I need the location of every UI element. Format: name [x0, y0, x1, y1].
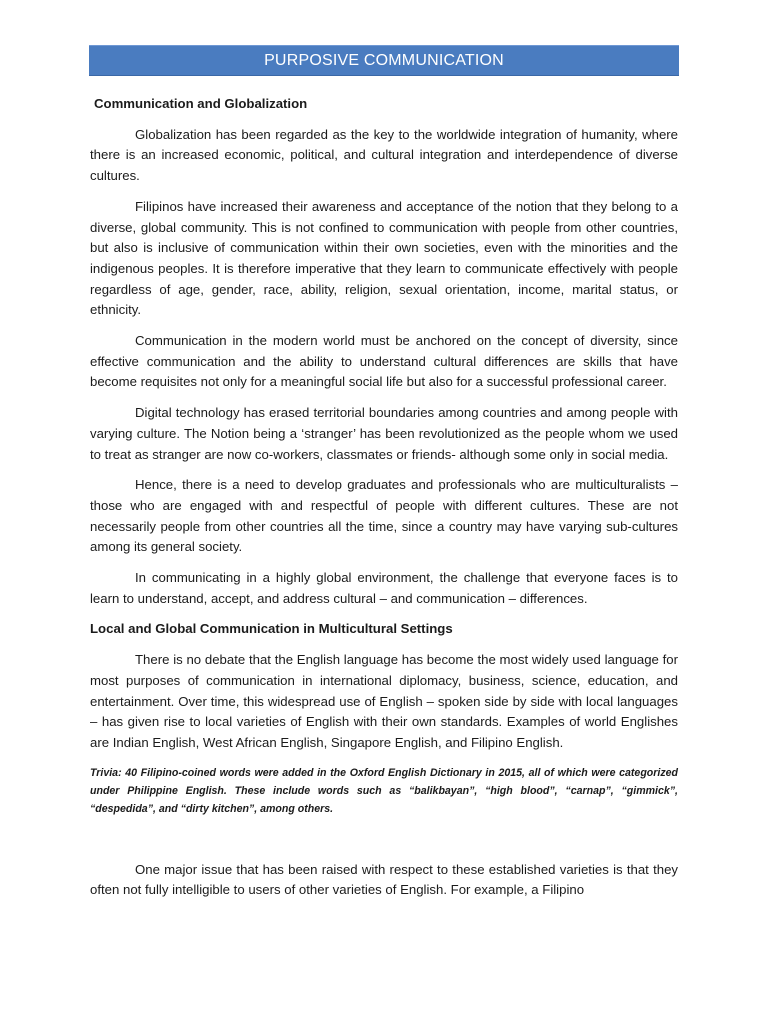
paragraph: Digital technology has erased territorial boundaries among countries and among people with varying culture. The Notion being a ‘stranger’ has been revolutionized as the people whom we used to treat as stranger are now co-workers, classmates or friends- although some only in social media.: [90, 405, 678, 462]
paragraph: Filipinos have increased their awareness and acceptance of the notion that they belong to a diverse, global community. This is not confined to communication with people from other countries, but also is inclusive of communication within their own societies, even with the minorities and the indigenous peoples. It is therefore imperative that they learn to communicate effectively with people regardless of age, gender, race, ability, religion, sexual orientation, income, marital status, or ethnicity.: [90, 198, 678, 318]
title-banner: PURPOSIVE COMMUNICATION: [89, 45, 679, 76]
paragraph: Hence, there is a need to develop graduates and professionals who are multiculturalists – those who are engaged with and respectful of people with different cultures. These are not necessarily people from other countries all the time, since a country may have varying sub-cultures among its general society.: [90, 477, 678, 555]
paragraph: Communication in the modern world must be anchored on the concept of diversity, since effective communication and the ability to understand cultural differences are skills that have become requisites not only for a meaningful social life but also for a successful professional career.: [90, 333, 678, 390]
document-body: [90, 94, 678, 911]
paragraph: One major issue that has been raised with respect to these established varieties is that they often not fully intelligible to users of other varieties of English. For example, a Filipino: [90, 861, 678, 898]
trivia-note: Trivia: 40 Filipino-coined words were added in the Oxford English Dictionary in 2015, all of which were categorized under Philippine English. These include words such as “balikbayan”, “high blood”, “carnap”, “gimmick”, “despedida”, and “dirty kitchen”, among others.: [90, 766, 678, 815]
paragraph: Globalization has been regarded as the key to the worldwide integration of humanity, where there is an increased economic, political, and cultural integration and interdependence of diverse cultures.: [90, 126, 678, 184]
paragraph: There is no debate that the English language has become the most widely used language for most purposes of communication in international diplomacy, business, science, education, and entertainment. Over time, this widespread use of English – spoken side by side with local languages – has given rise to local varieties of English with their own standards. Examples of world Englishes are Indian English, West African English, Singapore English, and Filipino English.: [90, 652, 678, 750]
section-heading-multicultural: Local and Global Communication in Multicultural Settings: [90, 621, 453, 637]
paragraph: In communicating in a highly global environment, the challenge that everyone faces is to learn to understand, accept, and address cultural – and communication – differences.: [90, 570, 678, 606]
spacer: [90, 818, 678, 860]
section-heading-globalization: Communication and Globalization: [94, 96, 308, 111]
